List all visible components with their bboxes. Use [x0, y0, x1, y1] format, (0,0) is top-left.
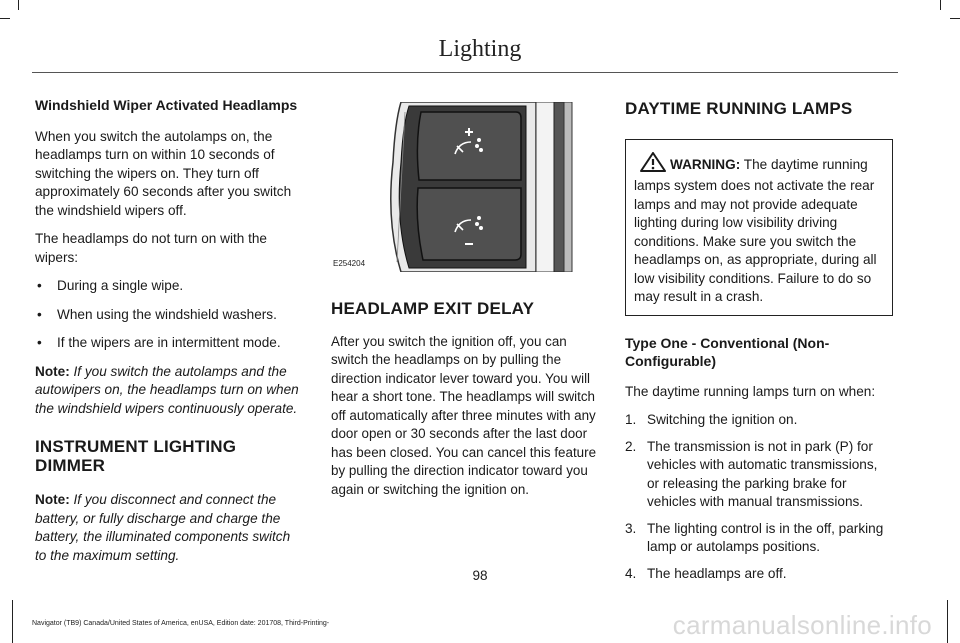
warning-icon	[640, 152, 666, 178]
brightness-down-button-shape	[417, 188, 521, 260]
steering-wheel-buttons-illustration	[331, 102, 601, 272]
note-text: If you switch the autolamps and the autowipers on, the headlamps turn on when the windshield wipers continuously operate.	[35, 363, 299, 416]
right-column	[625, 96, 893, 591]
crop-mark	[0, 18, 10, 19]
list-number: 3.	[625, 520, 637, 536]
drl-intro: The daytime running lamps turn on when:	[625, 383, 876, 399]
list-text: The transmission is not in park (P) for vehicles with automatic transmissions, or releasing the parking brake for vehicles with manual transmissions.	[647, 438, 878, 509]
list-item	[625, 438, 893, 512]
page-number: 98	[472, 568, 488, 583]
crop-mark	[12, 600, 13, 643]
list-text: The headlamps are off.	[647, 565, 787, 581]
brightness-up-button-shape	[417, 112, 521, 180]
warning-box	[625, 139, 893, 316]
crop-mark	[950, 18, 960, 19]
crop-mark	[940, 0, 941, 10]
left-column	[35, 96, 305, 575]
drl-conditions-list	[625, 411, 893, 583]
list-item	[625, 411, 893, 430]
steering-wheel-buttons-svg	[331, 102, 601, 272]
list-item	[625, 520, 893, 557]
figure-id: E254204	[333, 259, 366, 268]
list-number: 4.	[625, 565, 637, 581]
note-battery	[35, 491, 305, 565]
wiper-paragraph-2: The headlamps do not turn on with the wipers:	[35, 231, 267, 265]
note-text: If you disconnect and connect the battery, or fully discharge and charge the battery, the illuminated components switch to the maximum setting.	[35, 492, 291, 563]
headlamp-exit-delay-heading: HEADLAMP EXIT DELAY	[331, 299, 535, 318]
list-item: • During a single wipe.	[35, 277, 305, 296]
wiper-paragraph-1: When you switch the autolamps on, the headlamps turn on within 10 seconds of switching the wipers on. They turn off approximately 60 seconds after you switch the windshield wipers off.	[35, 128, 292, 218]
wiper-headlamps-heading: Windshield Wiper Activated Headlamps	[35, 97, 298, 113]
wiper-bullet-list	[35, 277, 305, 353]
instrument-dimmer-heading: INSTRUMENT LIGHTING DIMMER	[35, 437, 237, 475]
warning-label: WARNING:	[670, 156, 741, 172]
note-label: Note:	[35, 363, 70, 379]
crop-mark	[947, 600, 948, 643]
list-item: • If the wipers are in intermittent mode.	[35, 334, 305, 353]
watermark: carmanualsonline.info	[672, 610, 932, 640]
note-label: Note:	[35, 492, 70, 507]
middle-column	[331, 300, 601, 509]
type-one-heading: Type One - Conventional (Non-Configurable)	[625, 334, 830, 369]
header-divider	[32, 72, 898, 73]
page-header-title: Lighting	[438, 36, 522, 62]
crop-mark	[18, 0, 19, 10]
list-text: Switching the ignition on.	[647, 412, 798, 427]
note-autowipers	[35, 363, 305, 419]
list-number: 2.	[625, 438, 637, 454]
exit-delay-paragraph: After you switch the ignition off, you can switch the headlamps on by pulling the direction indicator lever toward you. You will hear a short tone. The headlamps will switch off automatically after three minutes with any door open or 30 seconds after the last door has been closed. You can cancel this feature by pulling the direction indicator toward you again or switching the ignition on.	[331, 333, 597, 497]
daytime-running-lamps-heading: DAYTIME RUNNING LAMPS	[625, 99, 853, 118]
edition-footer: Navigator (TB9) Canada/United States of America, enUSA, Edition date: 201708, Third-Printing-	[32, 620, 330, 627]
list-item: • When using the windshield washers.	[35, 306, 305, 325]
list-number: 1.	[625, 412, 637, 427]
list-text: The lighting control is in the off, parking lamp or autolamps positions.	[647, 520, 884, 554]
warning-text: The daytime running lamps system does not activate the rear lamps and may not provide adequate lighting during low visibility driving conditions. Make sure you switch the headlamps on, as appropriate, during all low visibility conditions. Failure to do so may result in a crash.	[634, 156, 877, 304]
